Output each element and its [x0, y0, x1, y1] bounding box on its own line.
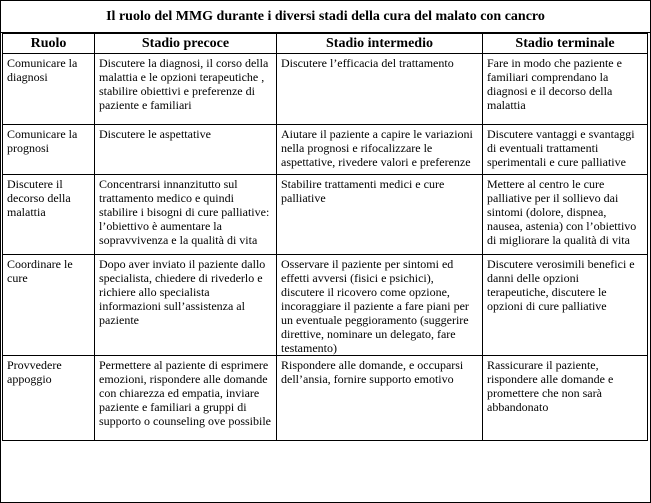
cell-terminale: Fare in modo che paziente e familiari comprendano la diagnosi e il decorso della malattia — [483, 54, 648, 125]
cell-intermedio: Osservare il paziente per sintomi ed effetti avversi (fisici e psichici), discutere il ricovero come opzione, incoraggiare il paziente a fare piani per un eventuale peggioramento (suggerire direttive, nominare un delegato, fare testamento) — [277, 255, 483, 356]
cell-precoce: Concentrarsi innanzitutto sul trattamento medico e quindi stabilire i bisogni di cure palliative: l’obiettivo è aumentare la sopravvivenza e la qualità di vita — [95, 175, 277, 255]
table-row — [3, 125, 648, 175]
table-title: Il ruolo del MMG durante i diversi stadi della cura del malato con cancro — [1, 1, 650, 33]
table-row — [3, 255, 648, 356]
table-row — [3, 54, 648, 125]
cell-ruolo: Comunicare la prognosi — [3, 125, 95, 175]
cell-precoce: Permettere al paziente di esprimere emozioni, rispondere alle domande con chiarezza ed empatia, inviare paziente e familiari a gruppi di supporto o counseling ove possibile — [95, 356, 277, 441]
cell-intermedio: Discutere l’efficacia del trattamento — [277, 54, 483, 125]
cell-terminale: Rassicurare il paziente, rispondere alle domande e promettere che non sarà abbandonato — [483, 356, 648, 441]
table-row — [3, 356, 648, 441]
care-stages-table — [2, 33, 648, 441]
cell-ruolo: Provvedere appoggio — [3, 356, 95, 441]
cell-terminale: Discutere verosimili benefici e danni delle opzioni terapeutiche, discutere le opzioni di cure palliative — [483, 255, 648, 356]
cell-ruolo: Discutere il decorso della malattia — [3, 175, 95, 255]
cell-terminale: Mettere al centro le cure palliative per il sollievo dai sintomi (dolore, dispnea, nausea, astenia) con l’obiettivo di migliorare la qualità di vita — [483, 175, 648, 255]
cell-intermedio: Rispondere alle domande, e occuparsi dell’ansia, fornire supporto emotivo — [277, 356, 483, 441]
cell-precoce: Discutere la diagnosi, il corso della malattia e le opzioni terapeutiche , stabilire obiettivi e preferenze di paziente e familiari — [95, 54, 277, 125]
cell-intermedio: Aiutare il paziente a capire le variazioni nella prognosi e rifocalizzare le aspettative, rivedere valori e preferenze — [277, 125, 483, 175]
header-ruolo: Ruolo — [3, 34, 95, 54]
cell-intermedio: Stabilire trattamenti medici e cure palliative — [277, 175, 483, 255]
cell-ruolo: Comunicare la diagnosi — [3, 54, 95, 125]
cell-precoce: Discutere le aspettative — [95, 125, 277, 175]
header-stadio-precoce: Stadio precoce — [95, 34, 277, 54]
cell-precoce: Dopo aver inviato il paziente dallo specialista, chiedere di rivederlo e richiere allo specialista informazioni sull’assistenza al paziente — [95, 255, 277, 356]
header-row — [3, 34, 648, 54]
cell-terminale: Discutere vantaggi e svantaggi di eventuali trattamenti sperimentali e cure palliative — [483, 125, 648, 175]
cell-ruolo: Coordinare le cure — [3, 255, 95, 356]
header-stadio-intermedio: Stadio intermedio — [277, 34, 483, 54]
header-stadio-terminale: Stadio terminale — [483, 34, 648, 54]
table-row — [3, 175, 648, 255]
